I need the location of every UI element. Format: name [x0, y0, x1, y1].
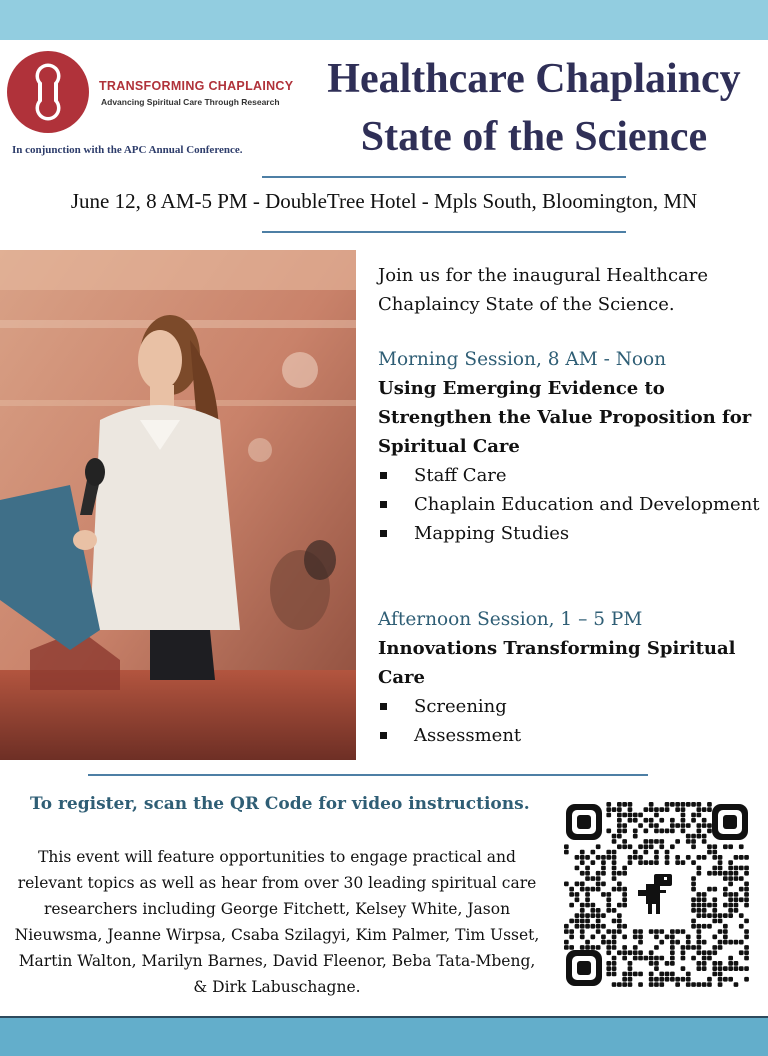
- page-title: [300, 50, 768, 166]
- top-band: [0, 0, 768, 40]
- divider-bottom: [88, 774, 648, 776]
- list-item: Staff Care: [378, 461, 763, 490]
- event-description: This event will feature opportunities to engage practical and relevant topics as well as hear from over 30 leading spiritual care researchers including George Fitchett, Kelsey White, Jason Nieuwsma, Jeanne Wirpsa, Csaba Szilagyi, Kim Palmer, Tim Usset, Martin Walton, Marilyn Barnes, David Fleenor, Beba Tata-Mbeng, & Dirk Labuschagne.: [14, 848, 540, 996]
- morning-session-heading: Morning Session, 8 AM - Noon: [378, 349, 667, 370]
- list-item: Chaplain Education and Development: [378, 490, 763, 519]
- register-instructions: To register, scan the QR Code for video instructions.: [30, 794, 530, 814]
- bottom-band: [0, 1016, 768, 1056]
- qr-code-icon[interactable]: [564, 802, 750, 988]
- morning-topic-list: [378, 461, 763, 548]
- intro-text: Join us for the inaugural Healthcare Chaplaincy State of the Science.: [378, 265, 709, 315]
- speaker-photo: [0, 250, 356, 760]
- afternoon-topic-list: [378, 692, 763, 750]
- divider-top: [262, 176, 626, 178]
- org-name: TRANSFORMING CHAPLAINCY: [99, 79, 294, 93]
- conjunction-note: In conjunction with the APC Annual Conference.: [12, 144, 243, 156]
- afternoon-session: [378, 605, 763, 750]
- org-tagline: Advancing Spiritual Care Through Research: [101, 97, 280, 107]
- event-info: June 12, 8 AM-5 PM - DoubleTree Hotel - Mpls South, Bloomington, MN: [70, 189, 698, 213]
- transforming-chaplaincy-logo: [6, 50, 90, 134]
- morning-session: [378, 345, 763, 548]
- list-item: Assessment: [378, 721, 763, 750]
- morning-session-subtitle: Using Emerging Evidence to Strengthen the Value Proposition for Spiritual Care: [378, 378, 752, 457]
- list-item: Mapping Studies: [378, 519, 763, 548]
- afternoon-session-heading: Afternoon Session, 1 – 5 PM: [378, 609, 643, 630]
- divider-below-event: [262, 231, 626, 233]
- title-line-1: Healthcare Chaplaincy: [327, 56, 741, 102]
- list-item: Screening: [378, 692, 763, 721]
- afternoon-session-subtitle: Innovations Transforming Spiritual Care: [378, 638, 736, 688]
- title-line-2: State of the Science: [360, 114, 708, 160]
